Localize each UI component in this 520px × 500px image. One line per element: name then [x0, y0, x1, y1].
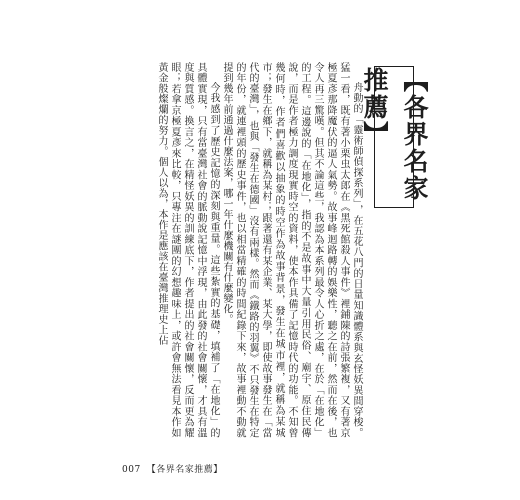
page-number: 007 — [122, 465, 141, 475]
page-footer — [122, 462, 223, 475]
section-title: 【各界名家推薦】 — [374, 66, 414, 208]
footer-section-label: 【各界名家推薦】 — [146, 465, 223, 475]
body-text — [124, 62, 363, 438]
body-paragraph-1: 舟動的「靈術師偵探系列」，在五花八門的日量知識體系與玄怪妖異間穿梭。猛一看，既有著小栗虫太郎在《黑死館殺人事件》裡鋪陳的詩張繁複，又有著京極夏彥那降魔伏的逼人氣勢。故事峰迴路轉的娛樂性，聽之在前，然而在後，也令人再三驚嘆。但其不論這些，我認為本系列最令人心折之處，在於「在地化」的工程。這邊說的「在地化」，指的不是故事中大量引用民俗、廟宇、原住民傳說，而是作者極力調度現實時空的資料，使本作具備了記憶時代的功能。不知曾幾何時，作者們喜歡以抽象的時空作為故事背景，發生在城市裡，就稱為某城市；發生在鄉下，就稱為某村；跟著還有某企業、某大學，即使故事發生在「當代的臺灣」，也與「發生在德國」沒有兩樣。然而《鐵路的羽翼》不只發生在特定的年份，就連裡頭的歷史事件，也以相當精確的時間紀錄下來，故事裡動不動就提到幾年前通過什麼法案，哪一年什麼機關有什麼變化。 — [221, 62, 362, 438]
body-paragraph-2: 今我感到了歷史記憶的深刻與重量。這些紮實的基礎，填補了「在地化」的具體實現，只有當臺灣社會的脈動說記憶中浮現，由此發的社會關懷，才具有溫度與質感。換言之，在精怪妖異的訓練底下，作者提出的社會關懷，反而更為耀眼；若拿京極夏彥來比較，只專注在謎團的幻想趣味上，或許會無法看見本作如黃金般燦爛的努力。個人以為，本作是應該在臺灣推理史上佔 — [156, 62, 219, 438]
